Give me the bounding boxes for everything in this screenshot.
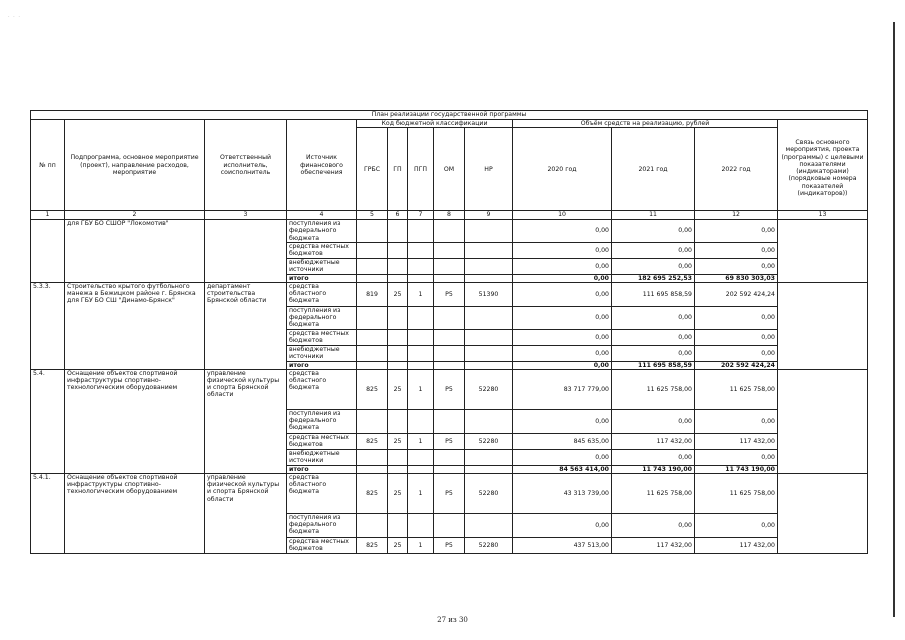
plan-table (30, 110, 868, 554)
responsible-cell: управление физической культуры и спорта Брянской области (205, 369, 287, 473)
amount-2020-cell: 0,00 (513, 274, 612, 282)
amount-2022-cell: 0,00 (695, 514, 778, 538)
column-number: 4 (287, 211, 357, 220)
scan-mark: · · · (8, 14, 21, 20)
grbs-cell: 819 (357, 283, 388, 307)
header-grbs: ГРБС (357, 128, 388, 211)
pgp-cell (408, 329, 434, 345)
amount-2020-cell: 0,00 (513, 345, 612, 361)
grbs-cell: 825 (357, 474, 388, 514)
grbs-cell (357, 409, 388, 433)
gp-cell (388, 465, 408, 473)
table-row (31, 283, 868, 307)
pgp-cell: 1 (408, 474, 434, 514)
column-number: 6 (388, 211, 408, 220)
amount-2022-cell: 0,00 (695, 409, 778, 433)
column-number: 12 (695, 211, 778, 220)
om-cell (434, 345, 465, 361)
om-cell: P5 (434, 369, 465, 409)
source-cell: внебюджетные источники (287, 449, 357, 465)
document-area (30, 110, 868, 554)
np-cell (465, 465, 513, 473)
header-2020: 2020 год (513, 128, 612, 211)
amount-2022-cell: 0,00 (695, 242, 778, 258)
plan-title: План реализации государственной программы (31, 111, 868, 120)
np-cell: 51390 (465, 283, 513, 307)
pgp-cell (408, 242, 434, 258)
pgp-cell (408, 465, 434, 473)
header-link: Связь основного мероприятия, проекта (программы) с целевыми показателями (индикаторами) (порядковые номера показателей (индикаторов)) (778, 120, 868, 211)
amount-2022-cell: 202 592 424,24 (695, 361, 778, 369)
column-number: 11 (612, 211, 695, 220)
om-cell: P5 (434, 474, 465, 514)
header-np: НР (465, 128, 513, 211)
amount-2020-cell: 84 563 414,00 (513, 465, 612, 473)
source-cell: поступления из федерального бюджета (287, 409, 357, 433)
gp-cell (388, 307, 408, 330)
amount-2021-cell: 182 695 252,53 (612, 274, 695, 282)
gp-cell (388, 345, 408, 361)
indicator-link-cell (778, 220, 868, 283)
source-cell: внебюджетные источники (287, 258, 357, 274)
np-cell (465, 242, 513, 258)
amount-2022-cell: 0,00 (695, 449, 778, 465)
amount-2021-cell: 0,00 (612, 307, 695, 330)
responsible-cell (205, 220, 287, 283)
om-cell (434, 449, 465, 465)
pgp-cell: 1 (408, 433, 434, 449)
om-cell: P5 (434, 283, 465, 307)
source-cell: внебюджетные источники (287, 345, 357, 361)
item-number-cell (31, 220, 65, 283)
header-2022: 2022 год (695, 128, 778, 211)
source-cell: поступления из федерального бюджета (287, 307, 357, 330)
source-cell: поступления из федерального бюджета (287, 514, 357, 538)
page-edge-line (893, 22, 895, 617)
source-cell: средства местных бюджетов (287, 433, 357, 449)
om-cell: P5 (434, 538, 465, 554)
gp-cell: 25 (388, 474, 408, 514)
header-funding-group: Объём средств на реализацию, рублей (513, 120, 778, 128)
amount-2022-cell: 11 743 190,00 (695, 465, 778, 473)
gp-cell (388, 220, 408, 243)
om-cell (434, 242, 465, 258)
np-cell: 52280 (465, 538, 513, 554)
np-cell (465, 345, 513, 361)
pgp-cell: 1 (408, 538, 434, 554)
np-cell (465, 274, 513, 282)
np-cell (465, 449, 513, 465)
column-number: 5 (357, 211, 388, 220)
grbs-cell (357, 361, 388, 369)
amount-2021-cell: 11 625 758,00 (612, 474, 695, 514)
indicator-link-cell (778, 474, 868, 554)
column-number: 9 (465, 211, 513, 220)
gp-cell (388, 449, 408, 465)
header-2021: 2021 год (612, 128, 695, 211)
column-number: 8 (434, 211, 465, 220)
amount-2020-cell: 437 513,00 (513, 538, 612, 554)
amount-2021-cell: 0,00 (612, 242, 695, 258)
om-cell (434, 409, 465, 433)
source-cell: средства областного бюджета (287, 283, 357, 307)
gp-cell (388, 514, 408, 538)
om-cell (434, 329, 465, 345)
pgp-cell (408, 409, 434, 433)
column-numbers-row (31, 211, 868, 220)
np-cell (465, 220, 513, 243)
amount-2021-cell: 0,00 (612, 220, 695, 243)
amount-2021-cell: 0,00 (612, 329, 695, 345)
item-number-cell: 5.4. (31, 369, 65, 473)
gp-cell: 25 (388, 538, 408, 554)
column-number: 3 (205, 211, 287, 220)
grbs-cell (357, 242, 388, 258)
om-cell (434, 465, 465, 473)
amount-2020-cell: 0,00 (513, 514, 612, 538)
item-name-cell: Оснащение объектов спортивной инфраструктуры спортивно-технологическим оборудованием (65, 369, 205, 473)
pgp-cell (408, 220, 434, 243)
amount-2021-cell: 111 695 858,59 (612, 283, 695, 307)
np-cell (465, 361, 513, 369)
gp-cell (388, 329, 408, 345)
column-number: 2 (65, 211, 205, 220)
source-cell: итого (287, 465, 357, 473)
pgp-cell (408, 514, 434, 538)
source-cell: средства областного бюджета (287, 369, 357, 409)
amount-2020-cell: 0,00 (513, 220, 612, 243)
grbs-cell (357, 258, 388, 274)
pgp-cell (408, 307, 434, 330)
amount-2022-cell: 117 432,00 (695, 538, 778, 554)
source-cell: итого (287, 274, 357, 282)
amount-2020-cell: 0,00 (513, 361, 612, 369)
pgp-cell: 1 (408, 369, 434, 409)
item-name-cell: Строительство крытого футбольного манежа в Бежицком районе г. Брянска для ГБУ БО СШ "Динамо-Брянск" (65, 283, 205, 370)
indicator-link-cell (778, 283, 868, 370)
pgp-cell (408, 258, 434, 274)
table-row (31, 220, 868, 243)
gp-cell (388, 361, 408, 369)
amount-2020-cell: 0,00 (513, 449, 612, 465)
amount-2020-cell: 43 313 739,00 (513, 474, 612, 514)
om-cell (434, 361, 465, 369)
amount-2020-cell: 0,00 (513, 329, 612, 345)
amount-2022-cell: 11 625 758,00 (695, 474, 778, 514)
amount-2020-cell: 0,00 (513, 242, 612, 258)
amount-2022-cell: 202 592 424,24 (695, 283, 778, 307)
amount-2022-cell: 69 830 303,03 (695, 274, 778, 282)
np-cell (465, 409, 513, 433)
np-cell: 52280 (465, 474, 513, 514)
responsible-cell: управление физической культуры и спорта Брянской области (205, 474, 287, 554)
amount-2020-cell: 0,00 (513, 409, 612, 433)
amount-2021-cell: 0,00 (612, 514, 695, 538)
np-cell: 52280 (465, 433, 513, 449)
column-number: 13 (778, 211, 868, 220)
pgp-cell (408, 274, 434, 282)
amount-2020-cell: 0,00 (513, 307, 612, 330)
item-name-cell: Оснащение объектов спортивной инфраструктуры спортивно-технологическим оборудованием (65, 474, 205, 554)
grbs-cell (357, 345, 388, 361)
amount-2021-cell: 117 432,00 (612, 538, 695, 554)
amount-2022-cell: 0,00 (695, 220, 778, 243)
item-name-cell: для ГБУ БО СШОР "Локомотив" (65, 220, 205, 283)
header-budget-code-group: Код бюджетной классификации (357, 120, 513, 128)
om-cell (434, 514, 465, 538)
om-cell (434, 307, 465, 330)
amount-2021-cell: 0,00 (612, 258, 695, 274)
amount-2020-cell: 83 717 779,00 (513, 369, 612, 409)
amount-2021-cell: 0,00 (612, 449, 695, 465)
indicator-link-cell (778, 369, 868, 473)
om-cell: P5 (434, 433, 465, 449)
amount-2022-cell: 11 625 758,00 (695, 369, 778, 409)
amount-2021-cell: 117 432,00 (612, 433, 695, 449)
column-number: 7 (408, 211, 434, 220)
grbs-cell (357, 274, 388, 282)
page-number: 27 из 30 (437, 616, 468, 624)
amount-2022-cell: 0,00 (695, 329, 778, 345)
om-cell (434, 274, 465, 282)
amount-2020-cell: 0,00 (513, 283, 612, 307)
header-gp: ГП (388, 128, 408, 211)
grbs-cell (357, 307, 388, 330)
source-cell: поступления из федерального бюджета (287, 220, 357, 243)
grbs-cell (357, 220, 388, 243)
header-source: Источник финансового обеспечения (287, 120, 357, 211)
grbs-cell: 825 (357, 538, 388, 554)
gp-cell: 25 (388, 369, 408, 409)
gp-cell (388, 274, 408, 282)
om-cell (434, 258, 465, 274)
amount-2021-cell: 0,00 (612, 409, 695, 433)
amount-2020-cell: 845 635,00 (513, 433, 612, 449)
source-cell: средства местных бюджетов (287, 329, 357, 345)
header-om: ОМ (434, 128, 465, 211)
source-cell: средства местных бюджетов (287, 538, 357, 554)
grbs-cell (357, 514, 388, 538)
grbs-cell (357, 329, 388, 345)
amount-2021-cell: 0,00 (612, 345, 695, 361)
gp-cell: 25 (388, 283, 408, 307)
om-cell (434, 220, 465, 243)
np-cell (465, 258, 513, 274)
grbs-cell: 825 (357, 433, 388, 449)
amount-2020-cell: 0,00 (513, 258, 612, 274)
column-number: 1 (31, 211, 65, 220)
np-cell (465, 514, 513, 538)
pgp-cell: 1 (408, 283, 434, 307)
pgp-cell (408, 345, 434, 361)
np-cell: 52280 (465, 369, 513, 409)
grbs-cell: 825 (357, 369, 388, 409)
table-row (31, 369, 868, 409)
item-number-cell: 5.4.1. (31, 474, 65, 554)
amount-2022-cell: 0,00 (695, 345, 778, 361)
amount-2022-cell: 0,00 (695, 307, 778, 330)
header-subprogram: Подпрограмма, основное мероприятие (проект), направление расходов, мероприятие (65, 120, 205, 211)
responsible-cell: департамент строительства Брянской области (205, 283, 287, 370)
pgp-cell (408, 449, 434, 465)
grbs-cell (357, 465, 388, 473)
source-cell: средства местных бюджетов (287, 242, 357, 258)
header-pgp: ПГП (408, 128, 434, 211)
source-cell: средства областного бюджета (287, 474, 357, 514)
amount-2022-cell: 117 432,00 (695, 433, 778, 449)
gp-cell (388, 242, 408, 258)
item-number-cell: 5.3.3. (31, 283, 65, 370)
gp-cell (388, 409, 408, 433)
grbs-cell (357, 449, 388, 465)
gp-cell (388, 258, 408, 274)
amount-2021-cell: 111 695 858,59 (612, 361, 695, 369)
header-responsible: Ответственный исполнитель, соисполнитель (205, 120, 287, 211)
source-cell: итого (287, 361, 357, 369)
amount-2022-cell: 0,00 (695, 258, 778, 274)
table-row (31, 474, 868, 514)
np-cell (465, 329, 513, 345)
amount-2021-cell: 11 625 758,00 (612, 369, 695, 409)
header-num: № пп (31, 120, 65, 211)
pgp-cell (408, 361, 434, 369)
column-number: 10 (513, 211, 612, 220)
np-cell (465, 307, 513, 330)
gp-cell: 25 (388, 433, 408, 449)
amount-2021-cell: 11 743 190,00 (612, 465, 695, 473)
